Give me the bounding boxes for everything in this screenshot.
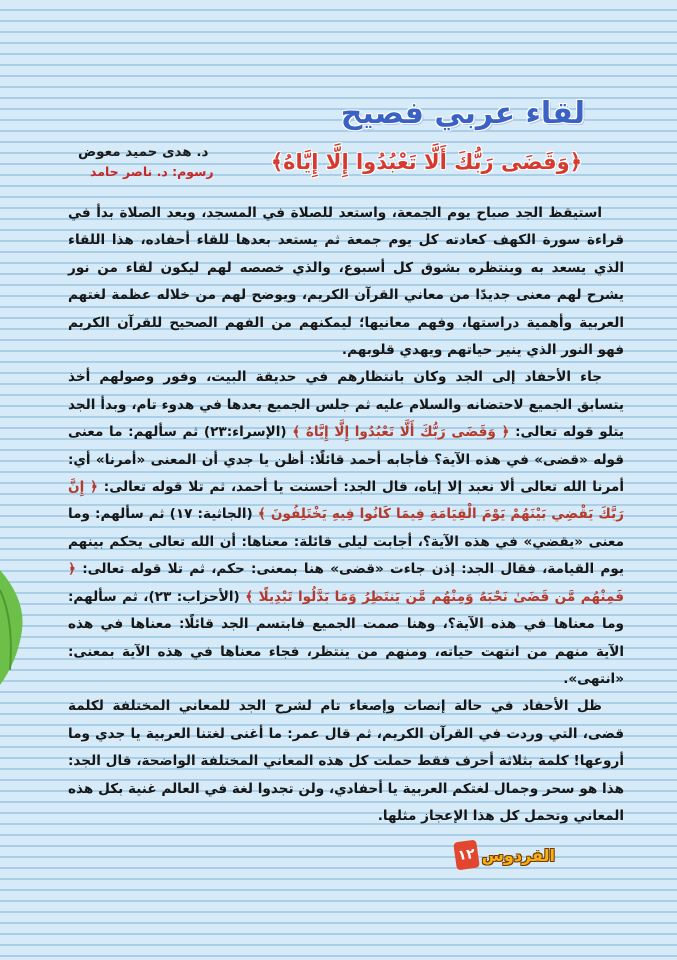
header (60, 90, 620, 190)
magazine-logo: الفردوس (481, 845, 555, 865)
article-body (68, 200, 624, 830)
quran-verse-3: ﴿ فَمِنْهُم مَّن قَضَىٰ نَحْبَهُ وَمِنْهُم مَّن يَنتَظِرُ وَمَا بَدَّلُوا تَبْدِيلًا ﴾ (68, 561, 624, 605)
paragraph-1: استيقظ الجد صباح يوم الجمعة، واستعد للصلاة في المسجد، وبعد الصلاة بدأ في قراءة سورة الكهف كعادته كل يوم جمعة ثم يستعد بعدها للقاء أحفاده، هذا اللقاء الذي يسعد به وينتظره بشوق كل أسبوع، والذي خصصه لهم ليكون لقاء من نور يشرح لهم معنى جديدًا من معاني القرآن الكريم، ويوضح لهم من خلاله عظمة لغتهم العربية وأهمية دراستها، وفهم معانيها؛ ليمكنهم من الفهم الصحيح للقرآن الكريم فهو النور الذي ينير حياتهم ويهدي قلوبهم. (68, 205, 624, 359)
page-footer-badge (455, 838, 555, 872)
paragraph-2-text-a: جاء الأحفاد إلى الجد وكان بانتظارهم في حديقة البيت، وفور وصولهم أخذ يتسابق الجميع لاحتضانه والسلام عليه ثم جلس الجميع بعدها في هدوء تام، وبدأ الجد يتلو قوله تعالى: (68, 369, 625, 441)
paragraph-2-text-b: (الإسراء:٢٣) ثم سألهم: ما معنى قوله «قضى» في هذه الآية؟ فأجابه أحمد قائلًا: أظن يا جدي أن المعنى «أمرنا» أي: أمرنا الله تعالى ألا نعبد إلا إياه، قال الجد: أحسنت يا أحمد، ثم تلا قوله تعالى: (68, 424, 624, 496)
leaf-decoration (0, 560, 28, 690)
paragraph-2 (68, 364, 624, 693)
page-number: ١٢ (453, 840, 479, 871)
quran-verse-1: ﴿ وَقَضَى رَبُّكَ أَلَّا تَعْبُدُوا إِلَّا إِيَّاهُ ﴾ (292, 424, 510, 441)
illustrator-credit: رسوم: د. ناصر حامد (90, 164, 214, 179)
author-name: د. هدى حميد معوض (78, 144, 209, 160)
paragraph-3: ظل الأحفاد في حالة إنصات وإصغاء تام لشرح الجد للمعاني المختلفة لكلمة قضى، التي وردت في القرآن الكريم، ثم قال عمر: ما أغنى لغتنا العربية يا جدي وما أروعها! كلمة بثلاثة أحرف فقط حملت كل هذه المعاني المختلفة الواضحة، قال الجد: هذا هو سحر وجمال لغتكم العربية يا أحفادي، ولن تجدوا لغة في العالم غنية بكل هذه المعاني وتحمل كل هذا الإعجاز مثلها. (68, 698, 624, 824)
subtitle-verse: ﴿وَقَضَى رَبُّكَ أَلَّا تَعْبُدُوا إِلَّا إِيَّاهُ﴾ (270, 150, 582, 174)
paragraph-2-text-c: (الجاثية: ١٧) ثم سألهم: وما معنى «يقضي» في هذه الآية؟، أجابت ليلى قائلة: معناها: أن الله تعالى يحكم بينهم يوم القيامة، فقال الجد: إذن جاءت «قضى» هنا بمعنى: حكم، ثم تلا قوله تعالى: (68, 506, 624, 578)
quran-verse-2: ﴿ إِنَّ رَبَّكَ يَقْضِي بَيْنَهُمْ يَوْمَ الْقِيَامَةِ فِيمَا كَانُوا فِيهِ يَخْتَلِفُونَ ﴾ (68, 479, 625, 523)
paragraph-2-text-d: (الأحزاب: ٢٣)، ثم سألهم: وما معناها في هذه الآية؟، وهنا صمت الجميع فابتسم الجد قائلًا: معناها في هذه الآية منهم من انتهت حياته، ومنهم من ينتظر، فجاء معناها في هذه الآية بمعنى: «انتهى». (68, 588, 624, 687)
page-title: لقاء عربي فصيح (340, 96, 585, 131)
